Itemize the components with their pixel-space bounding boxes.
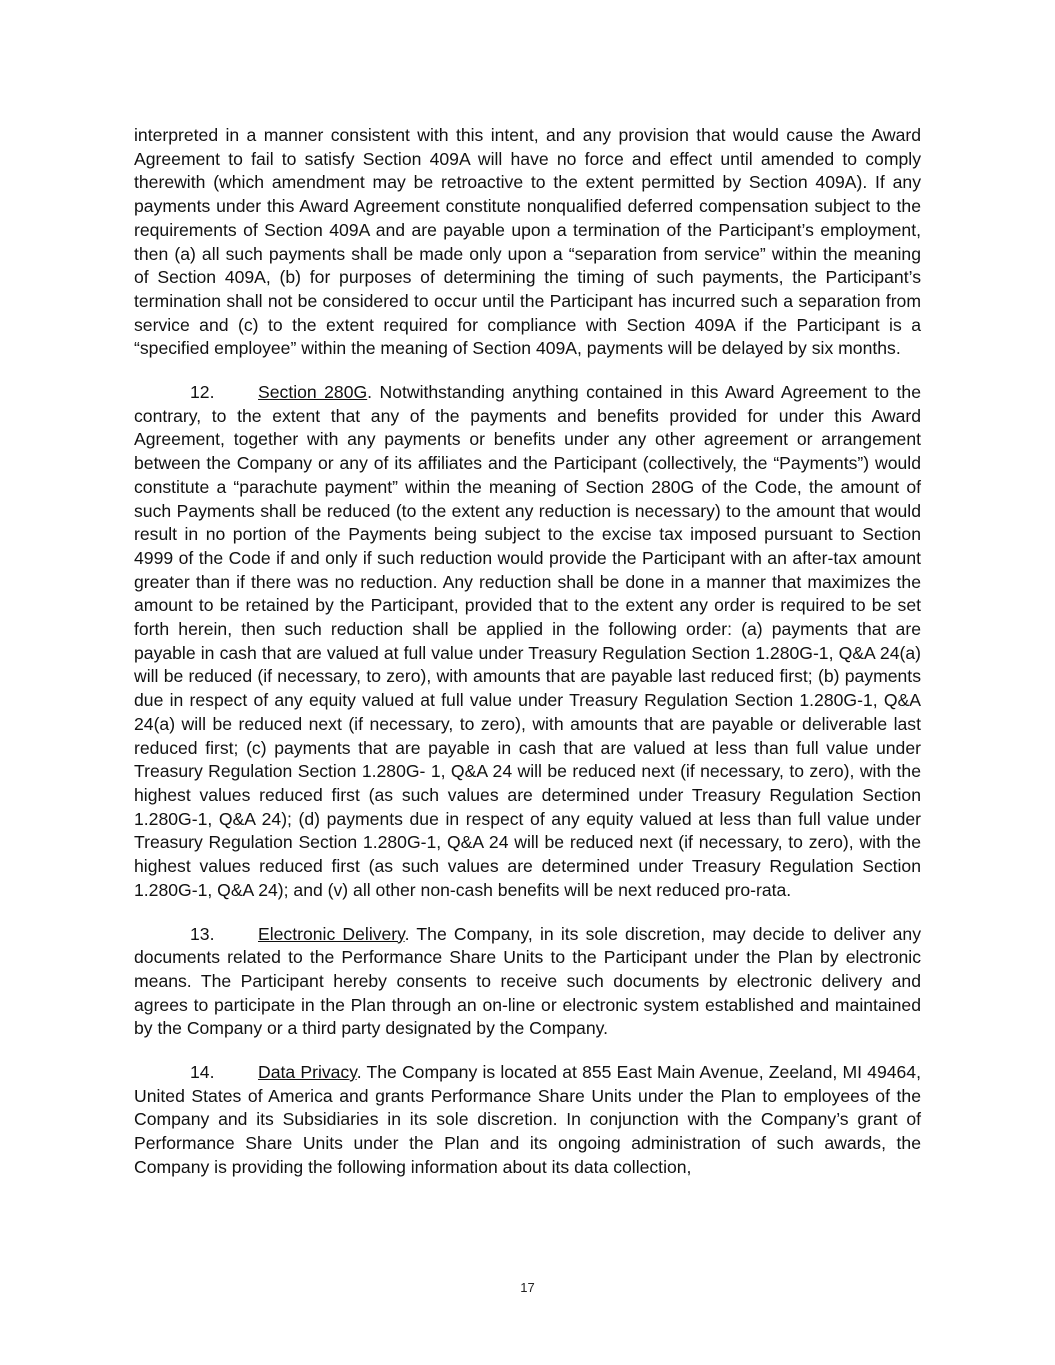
section-heading: Electronic Delivery [258, 923, 405, 944]
paragraph-continued [134, 124, 921, 361]
section-heading: Data Privacy [258, 1062, 357, 1083]
section-number: 14. [190, 1062, 215, 1083]
section-text: . Notwithstanding anything contained in this Award Agreement to the contrary, to the extent that any of the payments and benefits provided for under this Award Agreement, together with any payments or benefits under any other agreement or arrangement between the Company or any of its affiliates and the Participant (collectively, the “Payments”) would constitute a “parachute payment” within the meaning of Section 280G of the Code, the amount of such Payments shall be reduced (to the extent any reduction is necessary) to the amount that would result in no portion of the Payments being subject to the excise tax imposed pursuant to Section 4999 of the Code if and only if such reduction would provide the Participant with an after-tax amount greater than if there was no reduction. Any reduction shall be done in a manner that maximizes the amount to be retained by the Participant, provided that to the extent any order is required to be set forth herein, then such reduction shall be applied in the following order: (a) payments that are payable in cash that are valued at full value under Treasury Regulation Section 1.280G-1, Q&A 24(a) will be reduced (if necessary, to zero), with amounts that are payable last reduced first; (b) payments due in respect of any equity valued at full value under Treasury Regulation Section 1.280G-1, Q&A 24(a) will be reduced next (if necessary, to zero), with amounts that are payable or deliverable last reduced first; (c) payments that are payable in cash that are valued at less than full value under Treasury Regulation Section 1.280G- 1, Q&A 24 will be reduced next (if necessary, to zero), with the highest values reduced first (as such values are determined under Treasury Regulation Section 1.280G-1, Q&A 24); (d) payments due in respect of any equity valued at less than full value under Treasury Regulation Section 1.280G-1, Q&A 24 will be reduced next (if necessary, to zero), with the highest values reduced first (as such values are determined under Treasury Regulation Section 1.280G-1, Q&A 24); and (v) all other non-cash benefits will be next reduced pro-rata. [134, 382, 921, 900]
section-text: . The Company, in its sole discretion, may decide to deliver any documents related to the Performance Share Units to the Participant under the Plan by electronic means. The Participant hereby consents to receive such documents by electronic delivery and agrees to participate in the Plan through an on-line or electronic system established and maintained by the Company or a third party designated by the Company. [134, 923, 922, 1039]
section-number: 13. [190, 923, 215, 944]
section-12-paragraph [134, 381, 921, 902]
section-13-paragraph [134, 923, 921, 1042]
document-body [134, 124, 921, 1180]
paragraph-spacer [134, 361, 921, 381]
section-14-paragraph [134, 1061, 921, 1180]
paragraph-spacer [134, 1041, 921, 1061]
section-heading: Section 280G [258, 382, 368, 403]
section-text: . The Company is located at 855 East Main Avenue, Zeeland, MI 49464, United States of America and grants Performance Share Units under the Plan to employees of the Company and its Subsidiaries in its sole discretion. In conjunction with the Company’s grant of Performance Share Units under the Plan and its ongoing administration of such awards, the Company is providing the following information about its data collection, [134, 1062, 921, 1177]
paragraph-spacer [134, 903, 921, 923]
page-number: 17 [520, 1280, 535, 1295]
paragraph-text: interpreted in a manner consistent with this intent, and any provision that would cause the Award Agreement to fail to satisfy Section 409A will have no force and effect until amended to comply therewith (which amendment may be retroactive to the extent permitted by Section 409A). If any payments under this Award Agreement constitute nonqualified deferred compensation subject to the requirements of Section 409A and are payable upon a termination of the Participant’s employment, then (a) all such payments shall be made only upon a “separation from service” within the meaning of Section 409A, (b) for purposes of determining the timing of such payments, the Participant’s termination shall not be considered to occur until the Participant has incurred such a separation from service and (c) to the extent required for compliance with Section 409A if the Participant is a “specified employee” within the meaning of Section 409A, payments will be delayed by six months. [134, 125, 921, 359]
section-number: 12. [190, 382, 215, 403]
